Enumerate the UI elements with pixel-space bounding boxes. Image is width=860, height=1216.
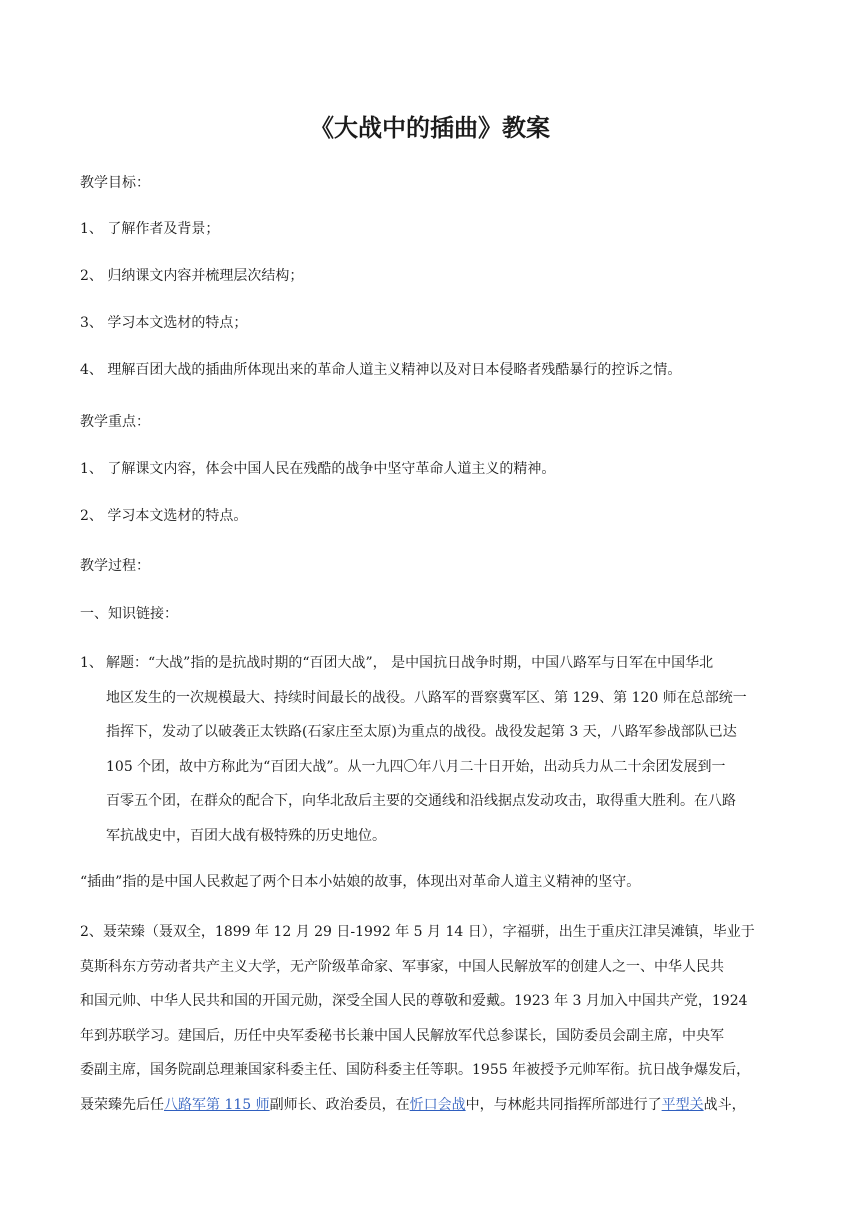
item-1-line: 指挥下，发动了以破袭正太铁路(石家庄至太原)为重点的战役。战役发起第 3 天，八路军参战部队已达 (106, 724, 737, 741)
focus-item-1: 1、 了解课文内容，体会中国人民在残酷的战争中坚守革命人道主义的精神。 (80, 461, 556, 477)
item-1-number: 1、 (80, 655, 103, 671)
item-1-line: 解题：“大战”指的是抗战时期的“百团大战”， 是中国抗日战争时期，中国八路军与日军在中国华北 (106, 655, 714, 671)
section-heading-knowledge-links: 一、知识链接： (80, 606, 178, 622)
item-2-last-line (80, 1094, 786, 1129)
goal-item-4: 4、 理解百团大战的插曲所体现出来的革命人道主义精神以及对日本侵略者残酷暴行的控诉之情。 (80, 362, 682, 378)
goals-heading: 教学目标： (80, 175, 150, 191)
link-115-division[interactable]: 八路军第 115 师 (164, 1096, 270, 1113)
text-segment: 战斗， (703, 1096, 746, 1113)
item-2-line: 年到苏联学习。建国后，历任中央军委秘书长兼中国人民解放军代总参谋长，国防委员会副主席，中央军 (80, 1027, 724, 1044)
text-segment: 中，与林彪共同指挥所部进行了 (465, 1096, 662, 1113)
page-title: 《大战中的插曲》教案 (310, 114, 550, 142)
process-heading: 教学过程： (80, 558, 150, 574)
focus-item-2: 2、 学习本文选材的特点。 (80, 508, 248, 524)
item-1-line: 地区发生的一次规模最大、持续时间最长的战役。八路军的晋察冀军区、第 129、第 120 师在总部统一 (106, 689, 747, 706)
item-1-line: 军抗战史中，百团大战有极特殊的历史地位。 (106, 827, 386, 844)
item-2-paragraph (80, 921, 786, 1128)
item-1-line: 百零五个团，在群众的配合下，向华北敌后主要的交通线和沿线据点发动攻击，取得重大胜利。在八路 (106, 793, 736, 810)
chaqu-note: “插曲”指的是中国人民救起了两个日本小姑娘的故事，体现出对革命人道主义精神的坚守。 (80, 874, 641, 890)
focus-heading: 教学重点： (80, 414, 150, 430)
item-1-paragraph (80, 652, 786, 860)
item-2-line: 委副主席，国务院副总理兼国家科委主任、国防科委主任等职。1955 年被授予元帅军衔。抗日战争爆发后， (80, 1062, 751, 1078)
item-1-line: 105 个团，故中方称此为“百团大战”。从一九四〇年八月二十日开始，出动兵力从二十余团发展到一 (106, 758, 726, 775)
item-2-line: 和国元帅、中华人民共和国的开国元勋，深受全国人民的尊敬和爱戴。1923 年 3 月加入中国共产党，1924 (80, 993, 748, 1009)
link-xinkou-battle[interactable]: 忻口会战 (409, 1096, 466, 1113)
item-2-line: 莫斯科东方劳动者共产主义大学，无产阶级革命家、军事家，中国人民解放军的创建人之一、中华人民共 (80, 958, 724, 975)
goal-item-3: 3、 学习本文选材的特点； (80, 315, 248, 331)
item-2-line: 2、聂荣臻（聂双全，1899 年 12 月 29 日-1992 年 5 月 14 日），字福骈，出生于重庆江津吴滩镇，毕业于 (80, 924, 755, 940)
text-segment: 副师长、政治委员，在 (269, 1096, 410, 1113)
link-pingxingguan[interactable]: 平型关 (661, 1096, 704, 1113)
text-segment: 聂荣臻先后任 (80, 1096, 164, 1113)
goal-item-2: 2、 归纳课文内容并梳理层次结构； (80, 268, 304, 284)
goal-item-1: 1、 了解作者及背景； (80, 221, 220, 237)
